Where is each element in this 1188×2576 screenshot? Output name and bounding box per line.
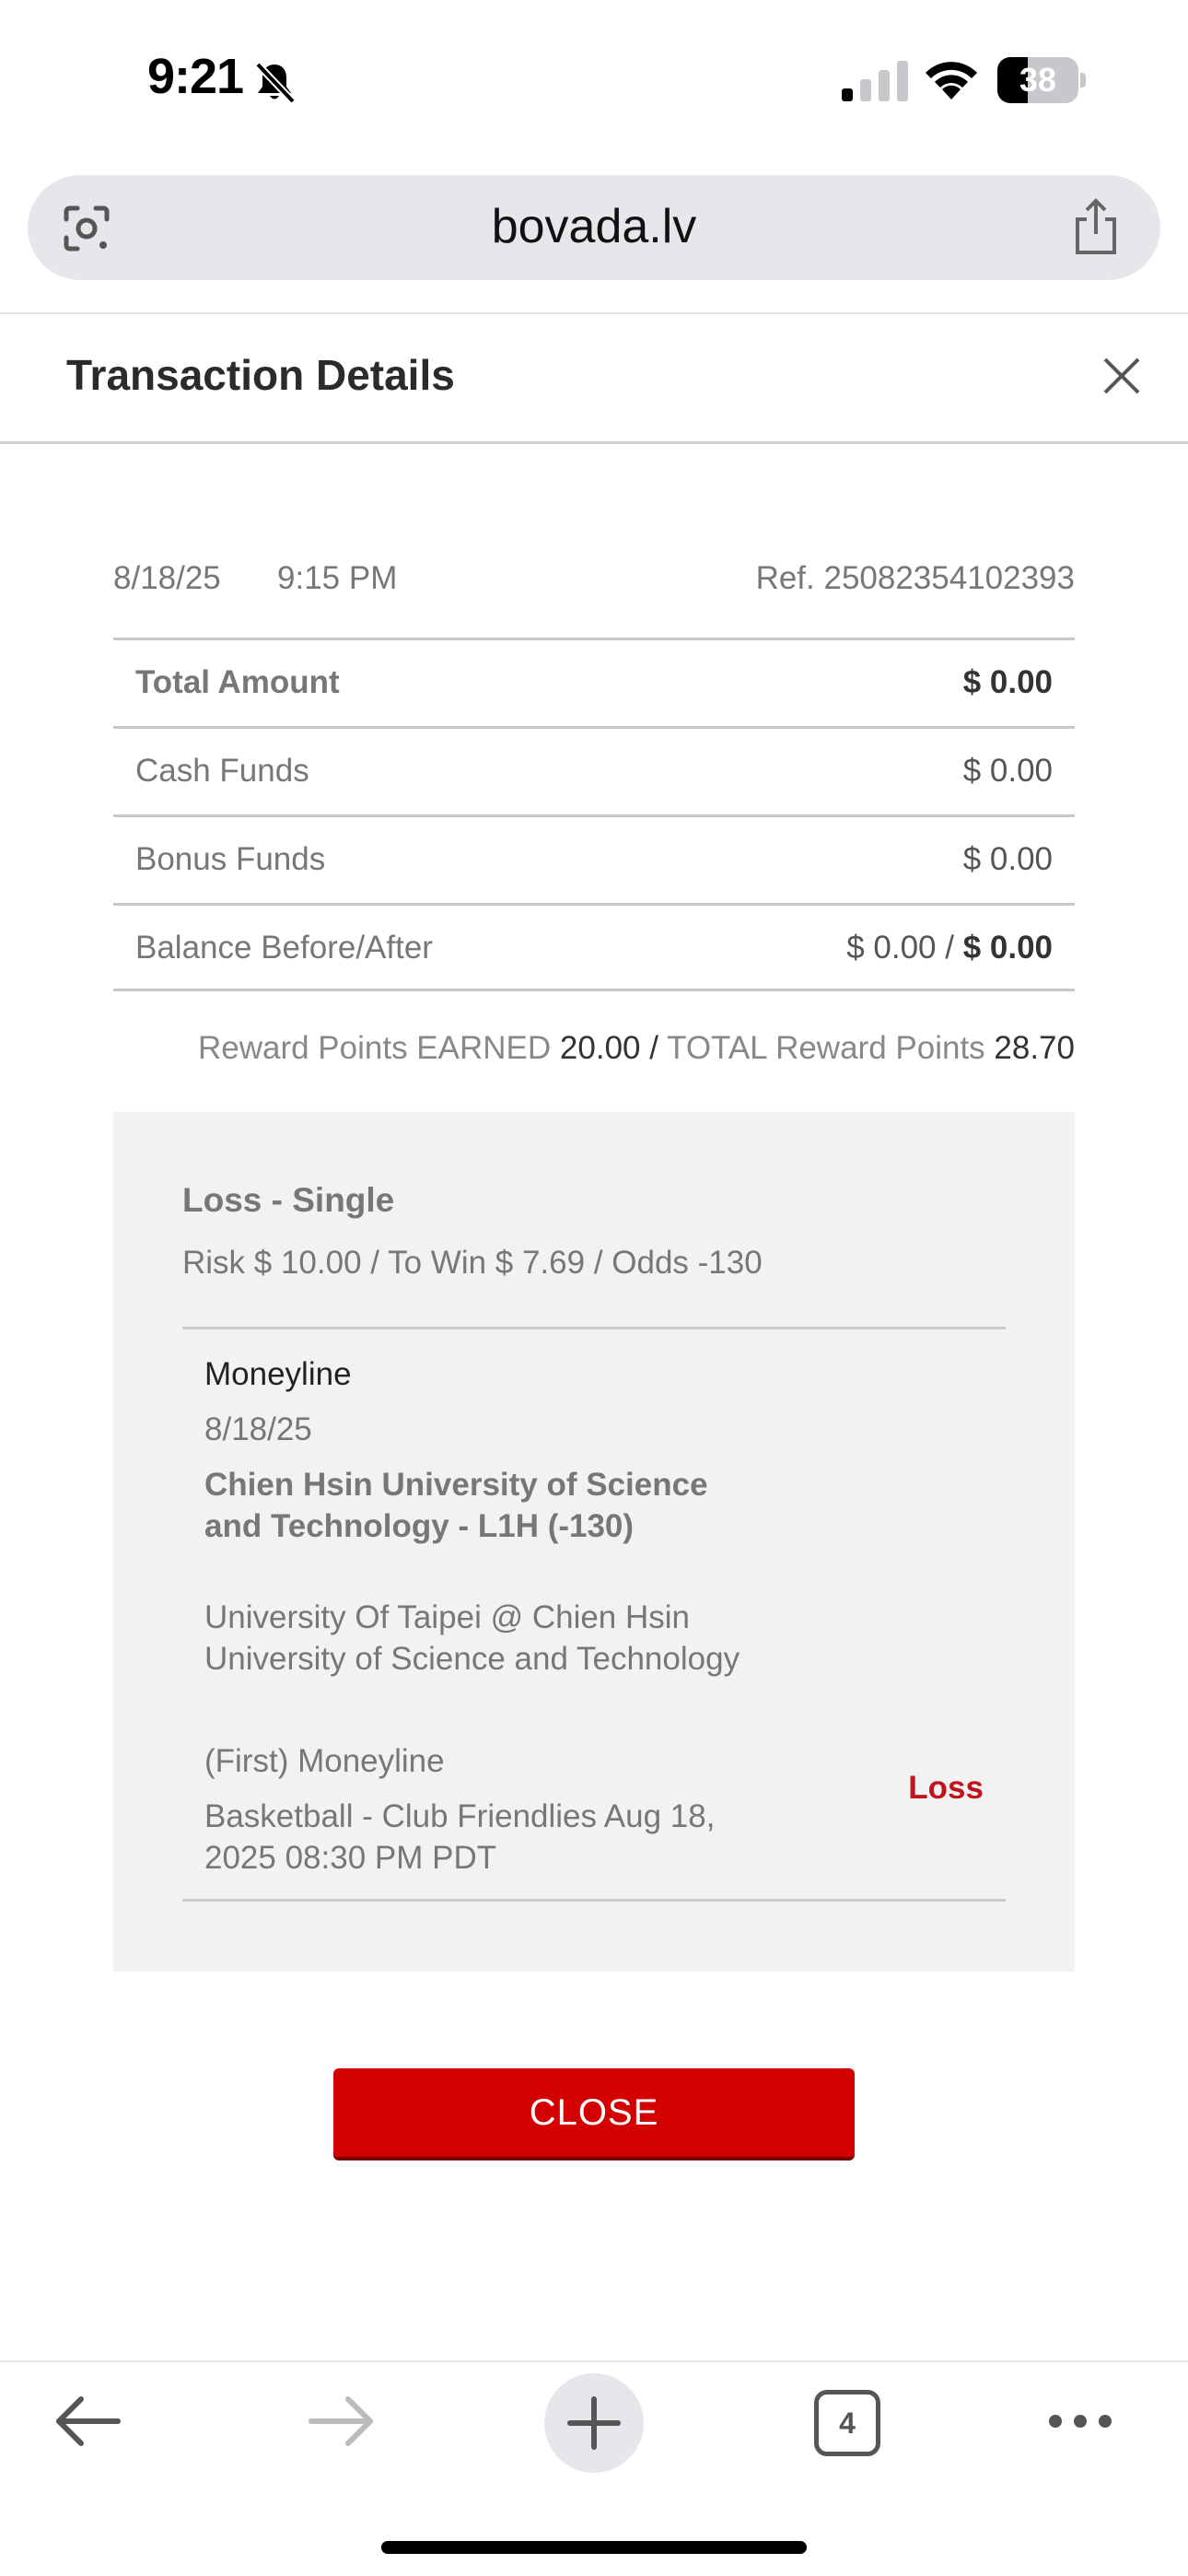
rewards-total-value: 28.70 (994, 1030, 1075, 1066)
leg-match: University Of Taipei @ Chien Hsin University of Science and Technology (204, 1599, 740, 1677)
close-button[interactable]: CLOSE (333, 2068, 855, 2160)
leg-type: Moneyline (204, 1356, 352, 1392)
close-icon[interactable] (1101, 356, 1142, 396)
modal-title: Transaction Details (66, 351, 455, 399)
plus-icon (544, 2373, 644, 2473)
status-bar (0, 0, 1188, 161)
wifi-icon (924, 57, 979, 101)
leg-market: (First) Moneyline (204, 1743, 445, 1779)
rewards-earned-label: Reward Points EARNED (197, 1030, 552, 1066)
bell-slash-icon (250, 59, 298, 107)
bet-divider (182, 1327, 1006, 1329)
transaction-date: 8/18/25 (113, 560, 221, 596)
leg-result: Loss (908, 1770, 984, 1806)
header-divider (0, 441, 1188, 444)
status-time: 9:21 (147, 49, 244, 104)
new-tab-button[interactable] (544, 2373, 644, 2473)
row-label: Total Amount (135, 664, 340, 700)
bottom-toolbar-divider (0, 2360, 1188, 2362)
bet-divider (182, 1899, 1006, 1902)
battery-percent: 38 (1019, 61, 1057, 99)
bet-summary: Risk $ 10.00 / To Win $ 7.69 / Odds -130 (182, 1245, 763, 1281)
bet-card (113, 1112, 1075, 1972)
row-value: $ 0.00 (962, 753, 1053, 789)
row-label: Bonus Funds (135, 841, 326, 877)
bet-title: Loss - Single (182, 1181, 395, 1219)
row-value: $ 0.00 (962, 664, 1053, 700)
address-bar[interactable] (28, 175, 1160, 280)
table-row-total (113, 638, 1075, 726)
rewards-total-label: TOTAL Reward Points (667, 1030, 985, 1066)
leg-event: Basketball - Club Friendlies Aug 18, 2025 08:30 PM PDT (204, 1798, 716, 1876)
forward-arrow-icon[interactable] (308, 2395, 376, 2447)
table-row-bonus (113, 814, 1075, 903)
transaction-ref: Ref. 25082354102393 (755, 560, 1075, 596)
tab-count-button[interactable]: 4 (814, 2390, 880, 2456)
battery-icon (997, 57, 1086, 103)
toolbar-divider (0, 312, 1188, 314)
back-arrow-icon[interactable] (53, 2395, 122, 2447)
balance-before: $ 0.00 / (846, 930, 954, 966)
leg-date: 8/18/25 (204, 1411, 312, 1447)
amount-table (113, 638, 1075, 991)
balance-after: $ 0.00 (962, 930, 1053, 966)
row-label: Balance Before/After (135, 930, 433, 966)
reward-points (198, 1030, 1075, 1067)
share-icon[interactable] (1070, 197, 1122, 256)
transaction-time: 9:15 PM (277, 560, 398, 596)
rewards-separator: / (649, 1030, 658, 1066)
table-row-balance (113, 903, 1075, 991)
url-text[interactable]: bovada.lv (491, 200, 697, 253)
home-indicator (381, 2541, 807, 2554)
more-icon[interactable] (1046, 2412, 1114, 2430)
leg-selection: Chien Hsin University of Science and Technology - L1H (-130) (204, 1467, 708, 1544)
row-label: Cash Funds (135, 753, 309, 789)
row-value: $ 0.00 (962, 841, 1053, 877)
table-row-cash (113, 726, 1075, 814)
row-value (846, 930, 1053, 966)
cellular-signal-icon (842, 61, 908, 101)
rewards-earned-value: 20.00 (559, 1030, 641, 1066)
